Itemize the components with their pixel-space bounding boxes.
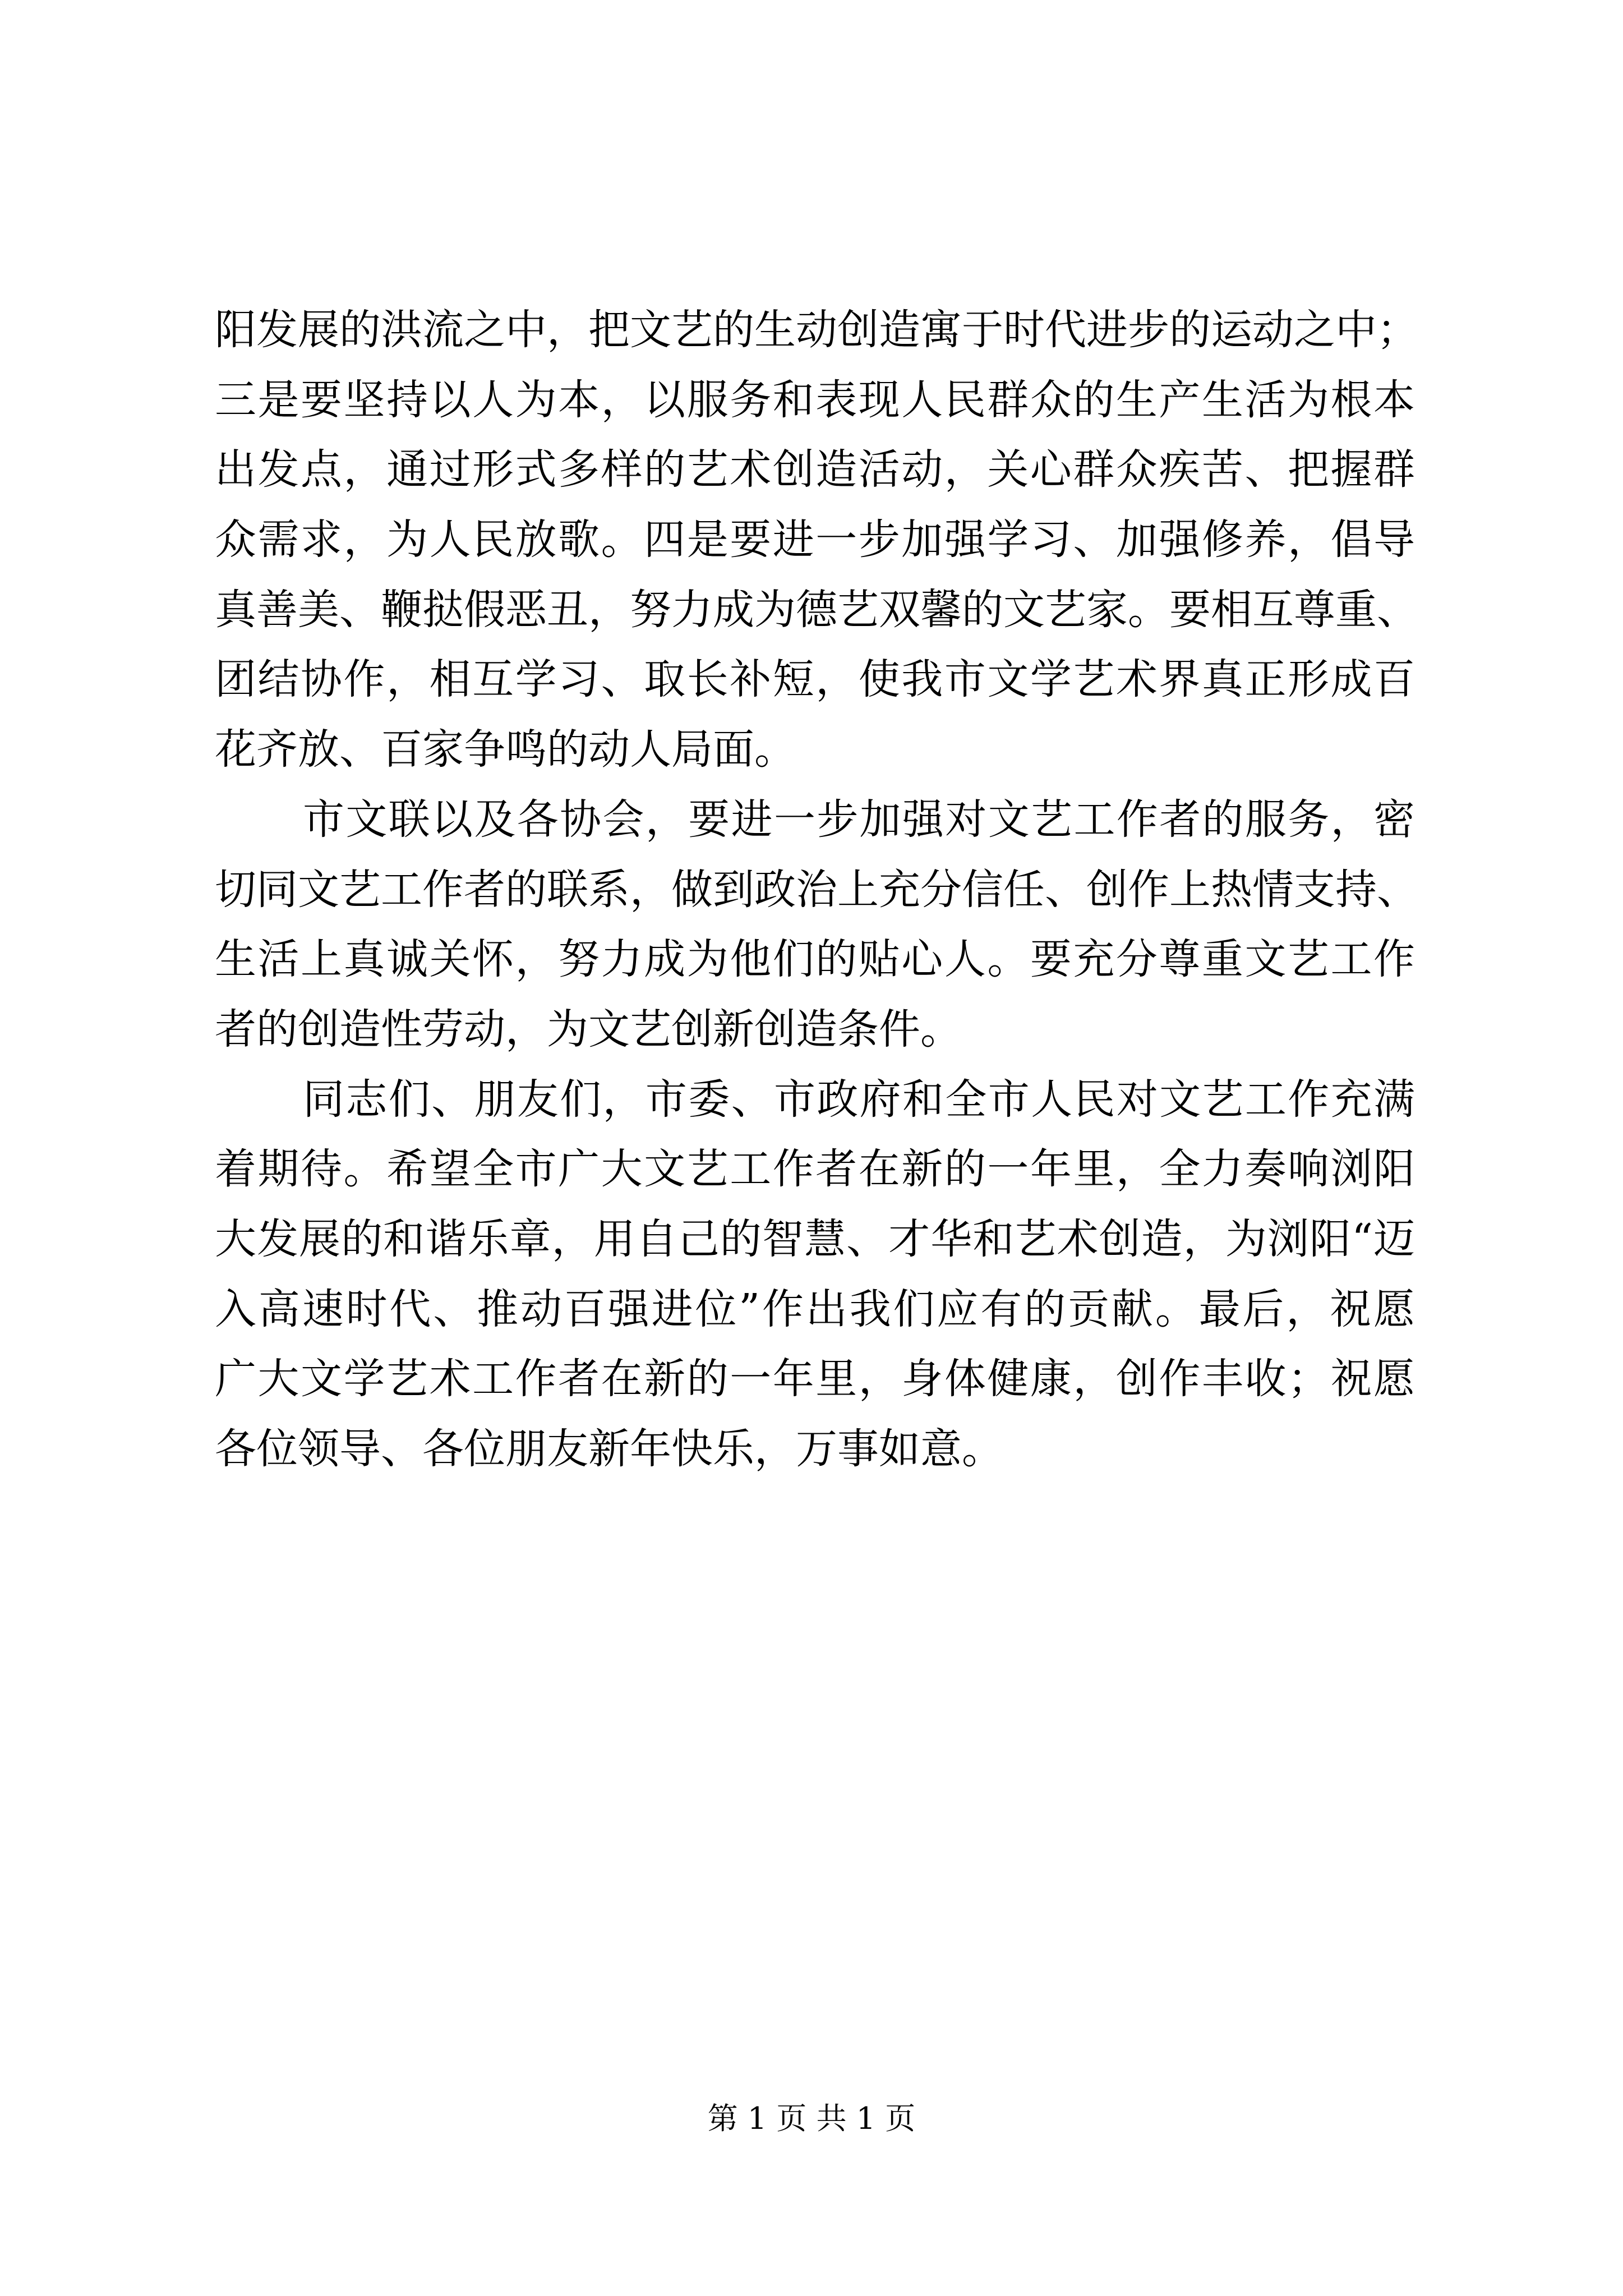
paragraph-2-line-1: 市文联以及各协会，要进一步加强对文艺工作者的服务，密 bbox=[303, 795, 1415, 844]
paragraph-3-line-5: 广大文学艺术工作者在新的一年里，身体健康，创作丰收；祝愿 bbox=[215, 1355, 1415, 1404]
paragraph-1-line-1: 阳发展的洪流之中，把文艺的生动创造寓于时代进步的运动之中； bbox=[215, 306, 1418, 354]
paragraph-1-line-4: 众需求，为人民放歌。四是要进一步加强学习、加强修养，倡导 bbox=[215, 516, 1415, 564]
paragraph-3-line-1: 同志们、朋友们，市委、市政府和全市人民对文艺工作充满 bbox=[303, 1075, 1415, 1124]
paragraph-2-line-3: 生活上真诚关怀，努力成为他们的贴心人。要充分尊重文艺工作 bbox=[215, 935, 1415, 984]
body-text bbox=[215, 295, 1418, 1484]
page-number-footer: 第 1 页 共 1 页 bbox=[707, 2101, 916, 2136]
paragraph-1-line-3: 出发点，通过形式多样的艺术创造活动，关心群众疾苦、把握群 bbox=[215, 445, 1415, 494]
paragraph-1-line-2: 三是要坚持以人为本，以服务和表现人民群众的生产生活为根本 bbox=[215, 375, 1415, 424]
paragraph-1-line-7: 花齐放、百家争鸣的动人局面。 bbox=[215, 725, 796, 774]
paragraph-3-line-4: 入高速时代、推动百强进位”作出我们应有的贡献。最后，祝愿 bbox=[215, 1285, 1415, 1333]
paragraph-3-line-2: 着期待。希望全市广大文艺工作者在新的一年里，全力奏响浏阳 bbox=[215, 1145, 1415, 1194]
paragraph-3-line-3: 大发展的和谐乐章，用自己的智慧、才华和艺术创造，为浏阳“迈 bbox=[215, 1214, 1415, 1263]
paragraph-1-line-6: 团结协作，相互学习、取长补短，使我市文学艺术界真正形成百 bbox=[215, 655, 1415, 704]
paragraph-3-line-6: 各位领导、各位朋友新年快乐，万事如意。 bbox=[215, 1425, 1003, 1473]
paragraph-2-line-4: 者的创造性劳动，为文艺创新创造条件。 bbox=[215, 1005, 962, 1053]
paragraph-2-line-2: 切同文艺工作者的联系，做到政治上充分信任、创作上热情支持、 bbox=[215, 865, 1418, 914]
paragraph-1-line-5: 真善美、鞭挞假恶丑，努力成为德艺双馨的文艺家。要相互尊重、 bbox=[215, 585, 1418, 634]
